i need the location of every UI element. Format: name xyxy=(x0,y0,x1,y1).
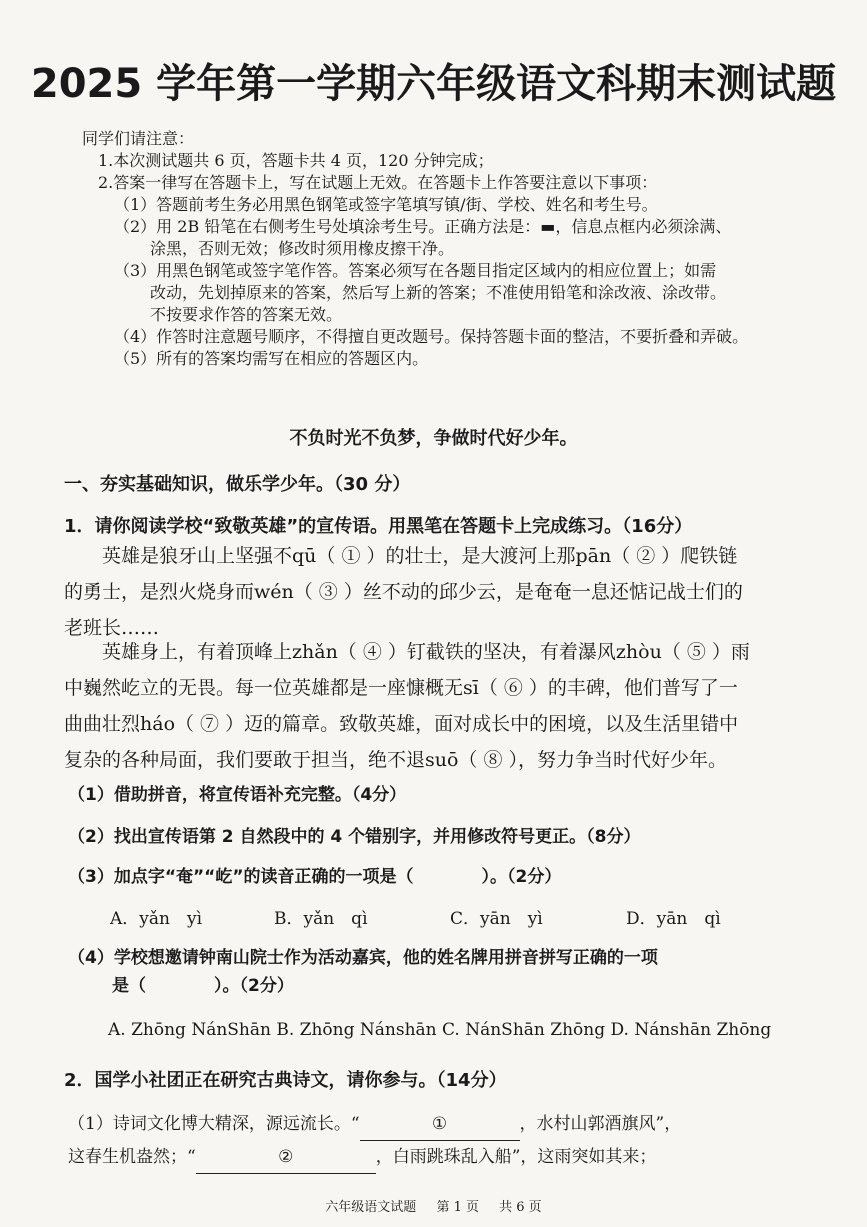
notice-item: （2）用 2B 铅笔在右侧考生号处填涂考生号。正确方法是：▬，信息点框内必须涂满、 xyxy=(114,217,732,236)
passage-line: 英雄身上，有着顶峰上zhǎn（ ④ ）钉截铁的坚决，有着瀑风zhòu（ ⑤ ）雨 xyxy=(102,641,750,663)
sub-question-4-line: （4）学校想邀请钟南山院士作为活动嘉宾，他的姓名牌用拼音拼写正确的一项 xyxy=(68,948,658,968)
notice-item-cont: 涂黑，否则无效；修改时须用橡皮擦干净。 xyxy=(150,239,455,258)
q2-text: ，水村山郭酒旗风”， xyxy=(519,1114,682,1134)
notice-line: 1.本次测试题共 6 页，答题卡共 4 页，120 分钟完成； xyxy=(98,151,494,170)
notice-item-cont: 不按要求作答的答案无效。 xyxy=(150,305,343,324)
notice-block xyxy=(82,128,802,370)
option-d: D．yān qì xyxy=(626,909,721,929)
footer-total: 共 6 页 xyxy=(499,1200,542,1215)
q2-line xyxy=(68,1141,681,1174)
page-footer xyxy=(0,1196,867,1215)
answer-blank: ① xyxy=(360,1108,520,1141)
q2-text: 这春生机盎然；“ xyxy=(68,1147,196,1167)
notice-line: 2.答案一律写在答题卡上，写在试题上无效。在答题卡上作答要注意以下事项： xyxy=(98,173,658,192)
sub-question-2: （2）找出宣传语第 2 自然段中的 4 个错别字，并用修改符号更正。（8分） xyxy=(68,827,641,847)
passage-paragraph-1 xyxy=(64,538,784,646)
q2-line xyxy=(68,1108,681,1141)
sub-question-1: （1）借助拼音，将宣传语补充完整。（4分） xyxy=(68,785,407,805)
answer-blank: ② xyxy=(196,1141,376,1174)
question-1-stem: 1．请你阅读学校“致敬英雄”的宣传语。用黑笔在答题卡上完成练习。（16分） xyxy=(64,516,693,537)
sub-question-3-options xyxy=(110,904,810,929)
notice-item-cont: 改动，先划掉原来的答案，然后写上新的答案；不准使用铅笔和涂改液、涂改带。 xyxy=(150,283,727,302)
notice-item: （5）所有的答案均需写在相应的答题区内。 xyxy=(114,349,429,368)
sub-question-4-line: 是（ ）。（2分） xyxy=(112,976,294,996)
question-2-stem: 2．国学小社团正在研究古典诗文，请你参与。（14分） xyxy=(64,1070,507,1091)
q2-text: （1）诗词文化博大精深，源远流长。“ xyxy=(68,1114,360,1134)
passage-line: 老班长…… xyxy=(64,617,160,639)
question-2-part-1 xyxy=(68,1108,681,1174)
option-a: A．yǎn yì xyxy=(110,909,203,929)
sub-question-4-options: A. Zhōng NánShān B. Zhōng Nánshān C. NánShān Zhōng D. Nánshān Zhōng xyxy=(108,1020,772,1040)
passage-paragraph-2 xyxy=(64,634,784,778)
motto: 不负时光不负梦，争做时代好少年。 xyxy=(289,428,578,449)
exam-title: 2025 学年第一学期六年级语文科期末测试题 xyxy=(30,61,837,107)
section-heading: 一、夯实基础知识，做乐学少年。（30 分） xyxy=(64,474,411,495)
passage-line: 英雄是狼牙山上坚强不qū（ ① ）的壮士，是大渡河上那pān（ ② ）爬铁链 xyxy=(102,545,738,567)
notice-item: （1）答题前考生务必用黑色钢笔或签字笔填写镇/街、学校、姓名和考生号。 xyxy=(114,195,658,214)
notice-heading: 同学们请注意： xyxy=(82,129,195,148)
passage-line: 中巍然屹立的无畏。每一位英雄都是一座慷概无sī（ ⑥ ）的丰碑，他们普写了一 xyxy=(64,677,738,699)
passage-line: 曲曲壮烈háo（ ⑦ ）迈的篇章。致敬英雄，面对成长中的困境，以及生活里错中 xyxy=(64,713,739,735)
notice-item: （4）作答时注意题号顺序，不得擅自更改题号。保持答题卡面的整洁，不要折叠和弄破。 xyxy=(114,327,749,346)
sub-question-4 xyxy=(68,944,658,1000)
passage-line: 的勇士，是烈火烧身而wén（ ③ ）丝不动的邱少云，是奄奄一息还惦记战士们的 xyxy=(64,581,743,603)
option-c: C．yān yì xyxy=(450,909,543,929)
option-b: B．yǎn qì xyxy=(274,909,368,929)
passage-line: 复杂的各种局面，我们要敢于担当，绝不退suō（ ⑧ ），努力争当时代好少年。 xyxy=(64,749,728,771)
q2-text: ，白雨跳珠乱入船”，这雨突如其来； xyxy=(375,1147,657,1167)
footer-page: 第 1 页 xyxy=(436,1200,479,1215)
notice-item: （3）用黑色钢笔或签字笔作答。答案必须写在各题目指定区域内的相应位置上；如需 xyxy=(114,261,717,280)
footer-label: 六年级语文试题 xyxy=(325,1200,417,1215)
sub-question-3: （3）加点字“奄”“屹”的读音正确的一项是（ ）。（2分） xyxy=(68,867,562,887)
